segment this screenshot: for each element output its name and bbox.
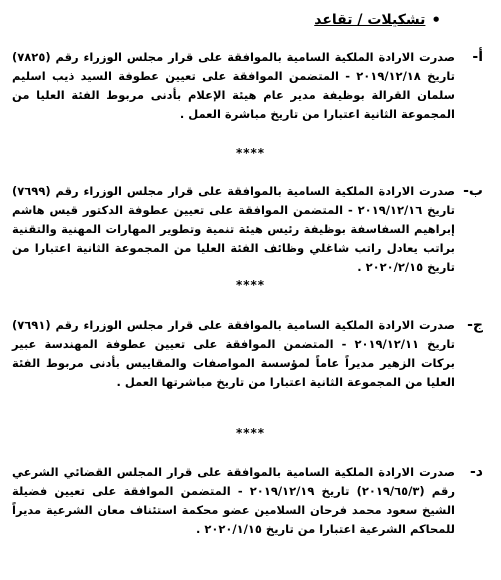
separator: **** — [235, 426, 266, 440]
list-item-a — [12, 48, 483, 124]
separator: **** — [235, 278, 266, 292]
item-letter: ج- — [467, 317, 483, 333]
bullet-icon: • — [431, 10, 441, 29]
item-paragraph: صدرت الارادة الملكية السامية بالموافقة على قرار المجلس القضائي الشرعي رقم (٢٠١٩/٦٥/٣) تاريخ ٢٠١٩/١٢/١٩ - المتضمن الموافقة على تعيين فضيلة الشيخ سعود محمد فرحان السلامين عضو محكمة استئناف معان الشرعية مديراً للمحاكم الشرعية اعتبارا من تاريخ ٢٠٢٠/١/١٥ . — [12, 465, 455, 536]
item-letter: د- — [470, 464, 483, 480]
list-item-d — [12, 463, 483, 539]
item-paragraph: صدرت الارادة الملكية السامية بالموافقة على قرار مجلس الوزراء رقم (٧٨٢٥) تاريخ ٢٠١٩/١٢/١٨ - المتضمن الموافقة على تعيين عطوفة السيد ذيب اسليم سلمان القرالة بوظيفة مدير عام هيئة الإعلام بأدنى مربوط الفئة العليا من المجموعة الثانية اعتبارا من تاريخ مباشرة العمل . — [12, 50, 455, 121]
list-item-b — [12, 182, 483, 277]
section-title: تشكيلات / تقاعد — [314, 12, 426, 28]
section-heading — [314, 12, 441, 28]
item-letter: ب- — [463, 183, 483, 199]
item-letter: أ- — [472, 49, 483, 65]
item-paragraph: صدرت الارادة الملكية السامية بالموافقة على قرار مجلس الوزراء رقم (٧٦٩٩) تاريخ ٢٠١٩/١٢/١٦ - المتضمن الموافقة على تعيين عطوفة الدكتور قيس هاشم إبراهيم السفاسفة بوظيفة رئيس هيئة تنمية وتطوير المهارات المهنية والتقنية براتب يعادل راتب شاغلي وظائف الفئة العليا من المجموعة الثانية اعتبارا من تاريخ ٢٠٢٠/٢/١٥ . — [12, 184, 455, 274]
item-paragraph: صدرت الارادة الملكية السامية بالموافقة على قرار مجلس الوزراء رقم (٧٦٩١) تاريخ ٢٠١٩/١٢/١١ - المتضمن الموافقة على تعيين عطوفة المهندسة عبير بركات الزهير مديراً عاماً لمؤسسة المواصفات والمقاييس بأدنى مربوط الفئة العليا من المجموعة الثانية اعتبارا من تاريخ مباشرتها العمل . — [12, 318, 455, 389]
list-item-c — [12, 316, 483, 392]
separator: **** — [235, 146, 266, 160]
